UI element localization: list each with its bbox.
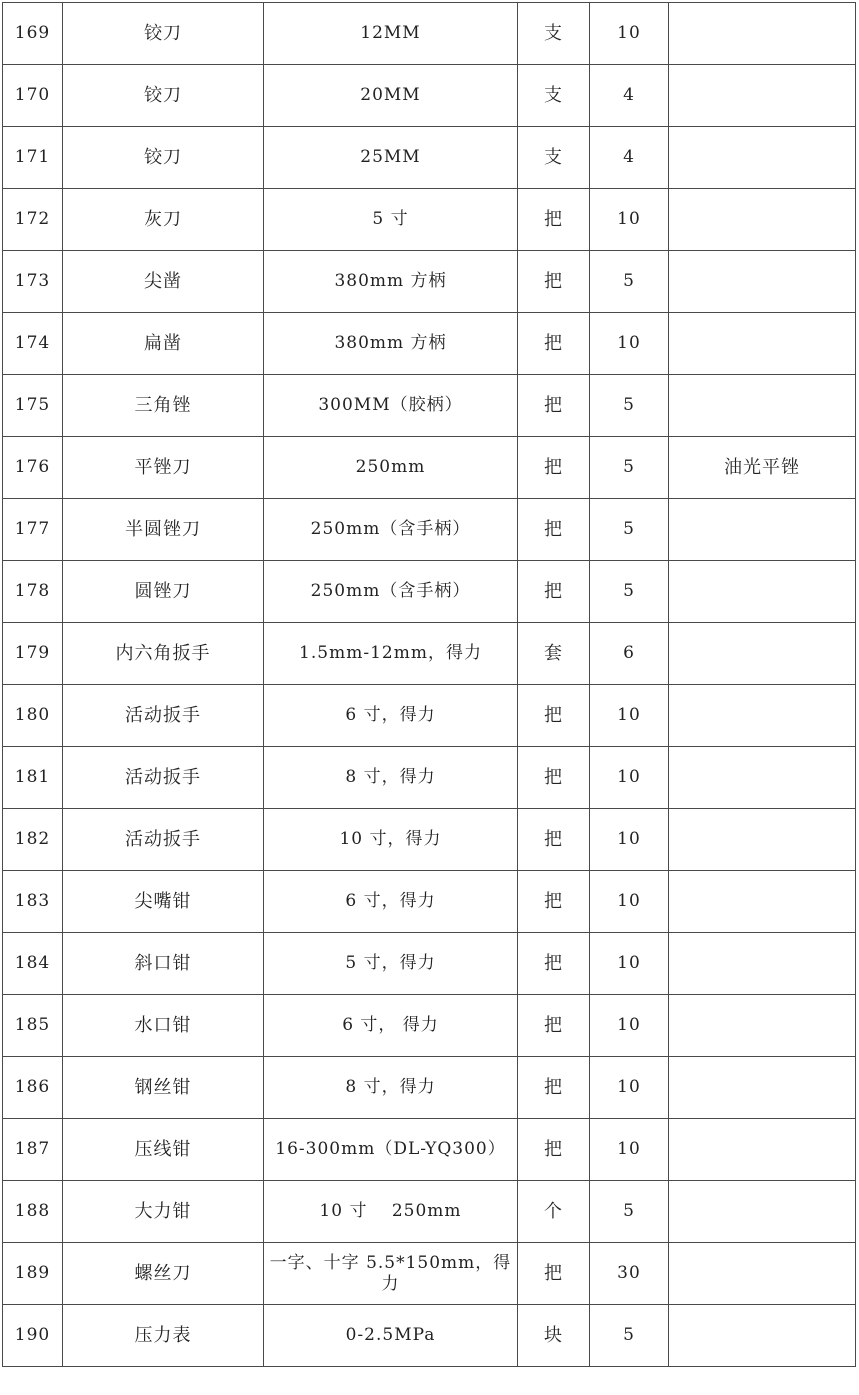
item-spec: 300MM（胶柄） <box>264 375 518 437</box>
item-name: 尖嘴钳 <box>63 871 264 933</box>
item-quantity: 5 <box>590 499 669 561</box>
table-row <box>3 561 856 623</box>
row-number: 174 <box>3 313 63 375</box>
item-note <box>669 65 856 127</box>
item-unit: 把 <box>518 871 590 933</box>
item-quantity: 4 <box>590 127 669 189</box>
item-spec: 5 寸 <box>264 189 518 251</box>
item-quantity: 10 <box>590 933 669 995</box>
item-note <box>669 871 856 933</box>
item-quantity: 5 <box>590 561 669 623</box>
item-name: 铰刀 <box>63 127 264 189</box>
item-quantity: 10 <box>590 1119 669 1181</box>
item-spec: 1.5mm-12mm，得力 <box>264 623 518 685</box>
table-row <box>3 437 856 499</box>
item-unit: 支 <box>518 65 590 127</box>
item-spec: 6 寸，得力 <box>264 685 518 747</box>
item-quantity: 10 <box>590 747 669 809</box>
row-number: 170 <box>3 65 63 127</box>
table-row <box>3 1119 856 1181</box>
item-spec: 250mm <box>264 437 518 499</box>
item-quantity: 10 <box>590 685 669 747</box>
table-row <box>3 65 856 127</box>
item-spec: 16-300mm（DL-YQ300） <box>264 1119 518 1181</box>
item-note <box>669 127 856 189</box>
item-unit: 把 <box>518 685 590 747</box>
table-row <box>3 685 856 747</box>
item-spec: 5 寸，得力 <box>264 933 518 995</box>
item-quantity: 6 <box>590 623 669 685</box>
item-spec: 0-2.5MPa <box>264 1305 518 1367</box>
item-unit: 把 <box>518 313 590 375</box>
item-name: 铰刀 <box>63 3 264 65</box>
item-note <box>669 623 856 685</box>
item-unit: 支 <box>518 3 590 65</box>
item-spec: 12MM <box>264 3 518 65</box>
item-name: 半圆锉刀 <box>63 499 264 561</box>
item-name: 水口钳 <box>63 995 264 1057</box>
item-unit: 把 <box>518 809 590 871</box>
item-unit: 把 <box>518 499 590 561</box>
item-name: 平锉刀 <box>63 437 264 499</box>
table-row <box>3 1181 856 1243</box>
item-note <box>669 685 856 747</box>
row-number: 186 <box>3 1057 63 1119</box>
item-name: 大力钳 <box>63 1181 264 1243</box>
item-name: 圆锉刀 <box>63 561 264 623</box>
item-note <box>669 3 856 65</box>
item-unit: 把 <box>518 561 590 623</box>
item-spec: 8 寸，得力 <box>264 1057 518 1119</box>
item-name: 钢丝钳 <box>63 1057 264 1119</box>
table-row <box>3 747 856 809</box>
item-quantity: 10 <box>590 1057 669 1119</box>
row-number: 182 <box>3 809 63 871</box>
item-unit: 支 <box>518 127 590 189</box>
item-note <box>669 1057 856 1119</box>
item-quantity: 10 <box>590 3 669 65</box>
item-note <box>669 747 856 809</box>
row-number: 190 <box>3 1305 63 1367</box>
item-unit: 把 <box>518 933 590 995</box>
row-number: 180 <box>3 685 63 747</box>
item-quantity: 10 <box>590 313 669 375</box>
table-row <box>3 313 856 375</box>
item-unit: 把 <box>518 251 590 313</box>
item-spec: 6 寸，得力 <box>264 871 518 933</box>
item-name: 螺丝刀 <box>63 1243 264 1305</box>
item-spec: 380mm 方柄 <box>264 251 518 313</box>
row-number: 188 <box>3 1181 63 1243</box>
item-spec: 20MM <box>264 65 518 127</box>
item-quantity: 5 <box>590 1181 669 1243</box>
row-number: 187 <box>3 1119 63 1181</box>
item-name: 内六角扳手 <box>63 623 264 685</box>
item-note <box>669 1305 856 1367</box>
item-name: 活动扳手 <box>63 685 264 747</box>
table-row <box>3 1057 856 1119</box>
item-quantity: 5 <box>590 251 669 313</box>
item-unit: 把 <box>518 375 590 437</box>
row-number: 173 <box>3 251 63 313</box>
item-spec: 380mm 方柄 <box>264 313 518 375</box>
row-number: 185 <box>3 995 63 1057</box>
table-row <box>3 127 856 189</box>
item-note <box>669 1243 856 1305</box>
row-number: 169 <box>3 3 63 65</box>
item-unit: 个 <box>518 1181 590 1243</box>
item-note <box>669 1181 856 1243</box>
table-row <box>3 251 856 313</box>
table-row <box>3 871 856 933</box>
item-note <box>669 561 856 623</box>
table-row <box>3 3 856 65</box>
table-row <box>3 933 856 995</box>
table-row <box>3 1305 856 1367</box>
item-quantity: 10 <box>590 809 669 871</box>
item-spec: 6 寸， 得力 <box>264 995 518 1057</box>
item-note <box>669 251 856 313</box>
item-quantity: 10 <box>590 995 669 1057</box>
item-note <box>669 995 856 1057</box>
item-quantity: 5 <box>590 437 669 499</box>
item-note <box>669 375 856 437</box>
item-unit: 把 <box>518 189 590 251</box>
item-spec: 10 寸 250mm <box>264 1181 518 1243</box>
row-number: 181 <box>3 747 63 809</box>
item-unit: 把 <box>518 1119 590 1181</box>
row-number: 177 <box>3 499 63 561</box>
row-number: 183 <box>3 871 63 933</box>
item-name: 活动扳手 <box>63 747 264 809</box>
table-row <box>3 375 856 437</box>
table-row <box>3 1243 856 1305</box>
inventory-table <box>2 2 856 1367</box>
item-quantity: 10 <box>590 189 669 251</box>
table-row <box>3 189 856 251</box>
item-name: 三角锉 <box>63 375 264 437</box>
item-unit: 把 <box>518 1057 590 1119</box>
row-number: 175 <box>3 375 63 437</box>
table-row <box>3 623 856 685</box>
item-name: 压线钳 <box>63 1119 264 1181</box>
item-spec: 25MM <box>264 127 518 189</box>
item-quantity: 5 <box>590 375 669 437</box>
item-unit: 把 <box>518 995 590 1057</box>
row-number: 171 <box>3 127 63 189</box>
item-name: 活动扳手 <box>63 809 264 871</box>
row-number: 178 <box>3 561 63 623</box>
item-unit: 把 <box>518 437 590 499</box>
row-number: 172 <box>3 189 63 251</box>
item-note <box>669 499 856 561</box>
item-spec: 10 寸，得力 <box>264 809 518 871</box>
table-row <box>3 499 856 561</box>
item-name: 斜口钳 <box>63 933 264 995</box>
item-note <box>669 189 856 251</box>
item-spec: 250mm（含手柄） <box>264 561 518 623</box>
item-note <box>669 313 856 375</box>
item-unit: 把 <box>518 1243 590 1305</box>
item-name: 压力表 <box>63 1305 264 1367</box>
table-row <box>3 995 856 1057</box>
item-note: 油光平锉 <box>669 437 856 499</box>
item-name: 铰刀 <box>63 65 264 127</box>
item-note <box>669 1119 856 1181</box>
item-quantity: 10 <box>590 871 669 933</box>
item-name: 扁凿 <box>63 313 264 375</box>
item-unit: 把 <box>518 747 590 809</box>
item-quantity: 4 <box>590 65 669 127</box>
item-spec: 250mm（含手柄） <box>264 499 518 561</box>
item-name: 灰刀 <box>63 189 264 251</box>
row-number: 184 <box>3 933 63 995</box>
item-spec: 一字、十字 5.5*150mm，得力 <box>264 1243 518 1305</box>
item-unit: 块 <box>518 1305 590 1367</box>
table-row <box>3 809 856 871</box>
inventory-table-body <box>3 3 856 1367</box>
row-number: 189 <box>3 1243 63 1305</box>
item-quantity: 5 <box>590 1305 669 1367</box>
item-name: 尖凿 <box>63 251 264 313</box>
item-note <box>669 809 856 871</box>
row-number: 176 <box>3 437 63 499</box>
row-number: 179 <box>3 623 63 685</box>
item-note <box>669 933 856 995</box>
item-spec: 8 寸，得力 <box>264 747 518 809</box>
item-unit: 套 <box>518 623 590 685</box>
item-quantity: 30 <box>590 1243 669 1305</box>
